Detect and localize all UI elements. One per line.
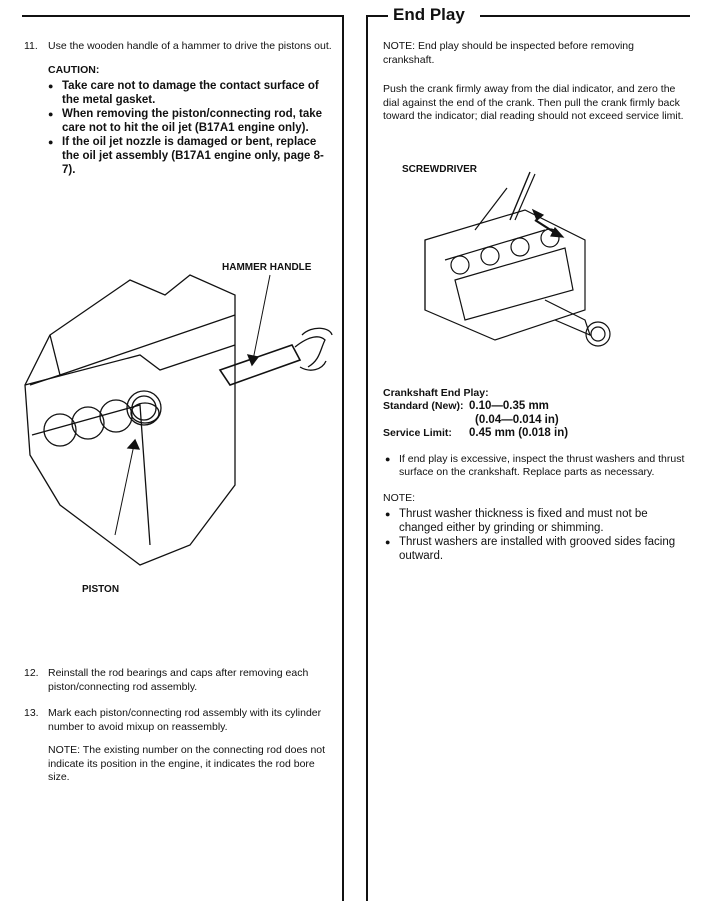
right-top-rule xyxy=(480,15,690,17)
spec-limit-label: Service Limit: xyxy=(383,427,452,439)
step-number: 12. xyxy=(24,667,39,679)
hammer-handle-label: HAMMER HANDLE xyxy=(222,262,312,273)
step-text: Mark each piston/connecting rod assembly with its cylinder number to avoid mixup on reassembly. xyxy=(48,707,322,733)
right-column xyxy=(383,40,688,124)
caution-item: ● If the oil jet nozzle is damaged or bent, replace the oil jet assembly (B17A1 engine only, page 8-7). xyxy=(46,135,336,177)
note2-list xyxy=(383,507,688,563)
note2-item: ● Thrust washer thickness is fixed and must not be changed either by grinding or shimming. xyxy=(383,507,688,535)
screwdriver-label: SCREWDRIVER xyxy=(402,164,478,175)
spec-standard-in: (0.04—0.014 in) xyxy=(475,413,559,426)
spec-standard-mm: 0.10—0.35 mm xyxy=(469,400,549,412)
step-11 xyxy=(24,40,336,177)
caution-item: ● When removing the piston/connecting rod, take care not to hit the oil jet (B17A1 engine only). xyxy=(46,107,336,135)
spec-block xyxy=(383,386,688,563)
note2-title: NOTE: xyxy=(383,491,416,504)
section-heading: End Play xyxy=(389,4,471,26)
spec-standard-label: Standard (New): xyxy=(383,400,464,412)
right-left-rule xyxy=(366,15,368,901)
step-12 xyxy=(24,667,336,694)
engine-block-illustration xyxy=(20,255,340,585)
left-right-rule xyxy=(342,15,344,901)
spec-standard-in-row xyxy=(383,414,688,428)
left-top-rule xyxy=(22,15,343,17)
step-text: Use the wooden handle of a hammer to drive the pistons out. xyxy=(48,40,332,52)
spec-limit-value: 0.45 mm (0.018 in) xyxy=(469,427,569,439)
note-endplay: NOTE: End play should be inspected before removing crankshaft. xyxy=(383,40,634,66)
spec-title: Crankshaft End Play: xyxy=(383,387,489,399)
instructions: Push the crank firmly away from the dial indicator, and zero the dial against the end of the crank. Then pull the crank firmly back toward the indicator; dial reading should not exceed service limit. xyxy=(383,83,684,122)
caution-title: CAUTION: xyxy=(48,63,100,76)
step-number: 13. xyxy=(24,707,39,719)
caution-list xyxy=(46,79,336,177)
crankshaft-dial-illustration xyxy=(395,170,625,380)
spec-standard-row xyxy=(383,400,688,414)
caution-item: ● Take care not to damage the contact surface of the metal gasket. xyxy=(46,79,336,107)
right-top-rule-left xyxy=(366,15,388,17)
note2-item: ● Thrust washers are installed with grooved sides facing outward. xyxy=(383,535,688,563)
step-13 xyxy=(24,707,336,785)
piston-label: PISTON xyxy=(82,584,120,595)
spec-limit-row xyxy=(383,427,688,441)
endplay-bullet: ● If end play is excessive, inspect the thrust washers and thrust surface on the crankshaft. Replace parts as necessary. xyxy=(383,453,688,480)
step-note: NOTE: The existing number on the connecting rod does not indicate its position in the engine, it indicates the rod bore size. xyxy=(48,744,326,783)
step-text: Reinstall the rod bearings and caps after removing each piston/connecting rod assembly. xyxy=(48,667,309,693)
step-number: 11. xyxy=(24,40,38,52)
endplay-bullet-list xyxy=(383,453,688,480)
